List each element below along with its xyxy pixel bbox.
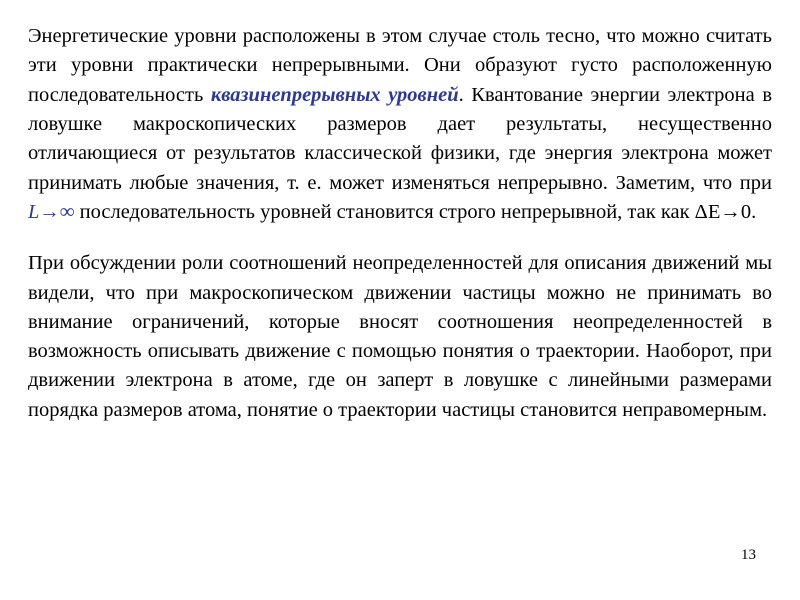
paragraph-quasicontinuous-levels (28, 22, 772, 227)
paragraph-1-segment-5: последовательность уровней становится строго непрерывной, так как ΔE→0. (74, 200, 757, 223)
math-limit-expression: L→∞ (28, 200, 75, 223)
paragraph-1-segment-3: . Квантование энергии электрона в ловушке макроскопических размеров дает результаты, несущественно отличающиеся от результатов классической физики, где энергия электрона может принимать любые значения, т. е. может изменяться непрерывно. Заметим, что при (28, 83, 772, 194)
paragraph-1-segment-1: Энергетические уровни расположены в этом случае столь тесно, что можно считать эти уровни практически непрерывными. Они образуют густо расположенную последовательность (28, 25, 772, 106)
emphasis-quasicontinuous-levels: квазинепрерывных уровней (210, 83, 459, 106)
paragraph-uncertainty-relations: При обсуждении роли соотношений неопределенностей для описания движений мы видели, что при макроскопическом движении частицы можно не принимать во внимание ограничений, которые вносят соотношения неопределенностей в возможность описывать движение с помощью понятия о траектории. Наоборот, при движении электрона в атоме, где он заперт в ловушке с линейными размерами порядка размеров атома, понятие о траектории частицы становится неправомерным. (28, 252, 772, 421)
page-number: 13 (741, 547, 756, 563)
